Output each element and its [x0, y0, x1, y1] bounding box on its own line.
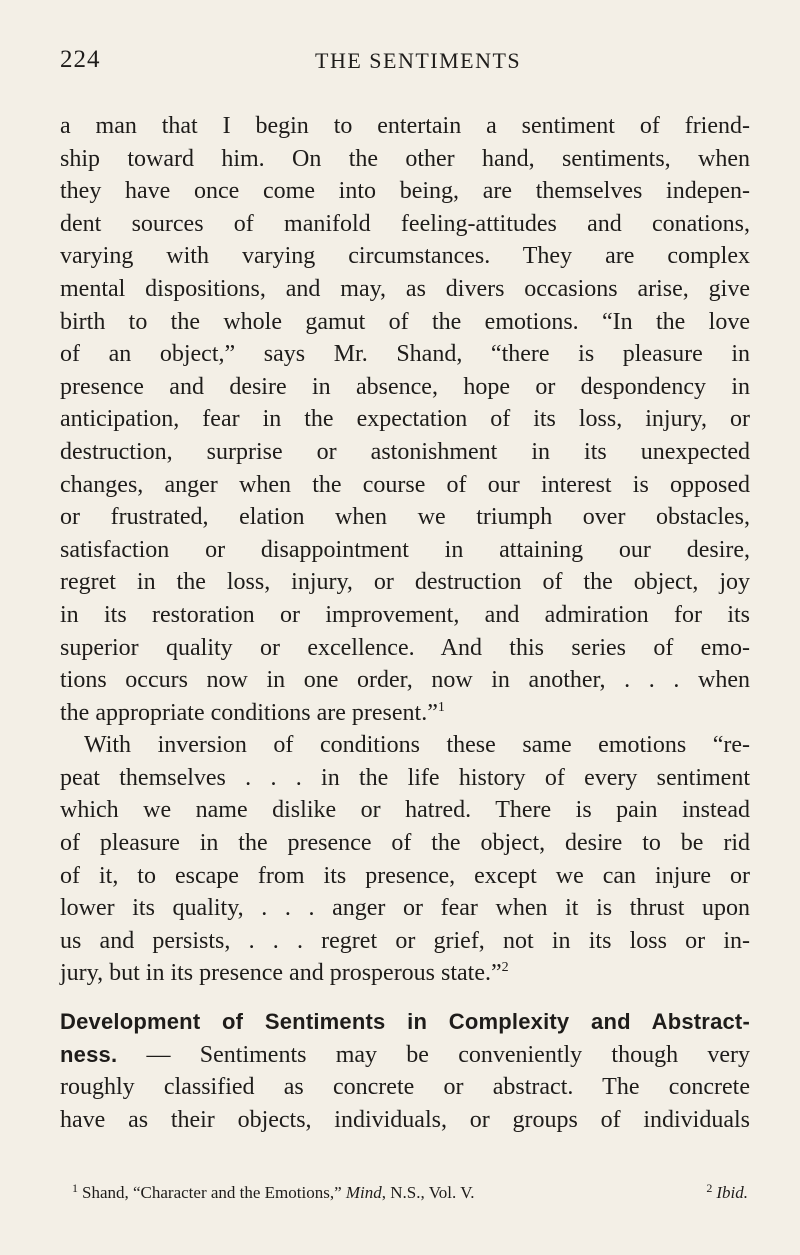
text-line: changes, anger when the course of our interest is opposed	[60, 471, 750, 498]
footnotes	[60, 1180, 750, 1206]
footnote-1-number: 1	[72, 1181, 78, 1195]
running-title: THE SENTIMENTS	[315, 48, 522, 73]
text-line: peat themselves . . . in the life history of every sentiment	[60, 764, 750, 791]
text-line: presence and desire in absence, hope or despondency in	[60, 373, 750, 400]
text-line: of an object,” says Mr. Shand, “there is pleasure in	[60, 341, 750, 368]
section-heading: Development of Sentiments in Complexity and Abstract-	[60, 1009, 750, 1035]
text-line: have as their objects, individuals, or groups of individuals	[60, 1106, 750, 1133]
footnote-2-text: Ibid.	[716, 1183, 748, 1202]
text-line: tions occurs now in one order, now in another, . . . when	[60, 667, 750, 694]
text-line: they have once come into being, are themselves indepen-	[60, 178, 750, 205]
text-line: birth to the whole gamut of the emotions. “In the love	[60, 308, 750, 335]
text-line: satisfaction or disappointment in attaining our desire,	[60, 536, 750, 563]
paragraph-gap	[60, 990, 750, 1006]
text-line-content: the appropriate conditions are present.”	[60, 699, 438, 726]
text-line: ship toward him. On the other hand, sentiments, when	[60, 145, 750, 172]
text-line: in its restoration or improvement, and admiration for its	[60, 601, 750, 628]
body-text	[60, 110, 750, 1136]
text-line: of pleasure in the presence of the object, desire to be rid	[60, 830, 750, 857]
footnote-2-number: 2	[706, 1181, 713, 1195]
text-line-content: — Sentiments may be conveniently though very	[117, 1041, 750, 1068]
text-line: mental dispositions, and may, as divers occasions arise, give	[60, 275, 750, 302]
footnote-1	[72, 1180, 475, 1207]
footnote-1-text: Shand, “Character and the Emotions,”	[82, 1183, 342, 1202]
text-line-end	[60, 957, 750, 990]
text-line: regret in the loss, injury, or destruction of the object, joy	[60, 569, 750, 596]
text-line: of it, to escape from its presence, except we can injure or	[60, 862, 750, 889]
text-line: which we name dislike or hatred. There is pain instead	[60, 797, 750, 824]
text-line: dent sources of manifold feeling-attitudes and conations,	[60, 210, 750, 237]
footnote-ref-1: 1	[437, 699, 445, 715]
section-heading-end: ness.	[60, 1041, 118, 1067]
footnote-2	[706, 1180, 748, 1207]
text-line	[60, 1039, 750, 1072]
page-number: 224	[60, 46, 101, 73]
text-line-content: jury, but in its presence and prosperous state.”	[60, 960, 502, 987]
text-line: a man that I begin to entertain a sentiment of friend-	[60, 113, 750, 139]
text-line: roughly classified as concrete or abstract. The concrete	[60, 1074, 750, 1101]
text-line: With inversion of conditions these same emotions “re-	[84, 732, 750, 759]
footnote-1-journal: Mind	[345, 1183, 382, 1202]
text-line: destruction, surprise or astonishment in its unexpected	[60, 438, 750, 465]
text-line: varying with varying circumstances. They are complex	[60, 243, 750, 270]
text-line-end	[60, 697, 750, 730]
footnote-1-volume: , N.S., Vol. V.	[381, 1183, 475, 1202]
text-line: or frustrated, elation when we triumph over obstacles,	[60, 504, 750, 531]
text-line: anticipation, fear in the expectation of its loss, injury, or	[60, 406, 750, 433]
running-head	[60, 46, 750, 80]
footnote-ref-2: 2	[501, 960, 509, 976]
text-line: lower its quality, . . . anger or fear when it is thrust upon	[60, 895, 750, 922]
text-line: superior quality or excellence. And this series of emo-	[60, 634, 750, 661]
text-line: us and persists, . . . regret or grief, not in its loss or in-	[60, 927, 750, 954]
